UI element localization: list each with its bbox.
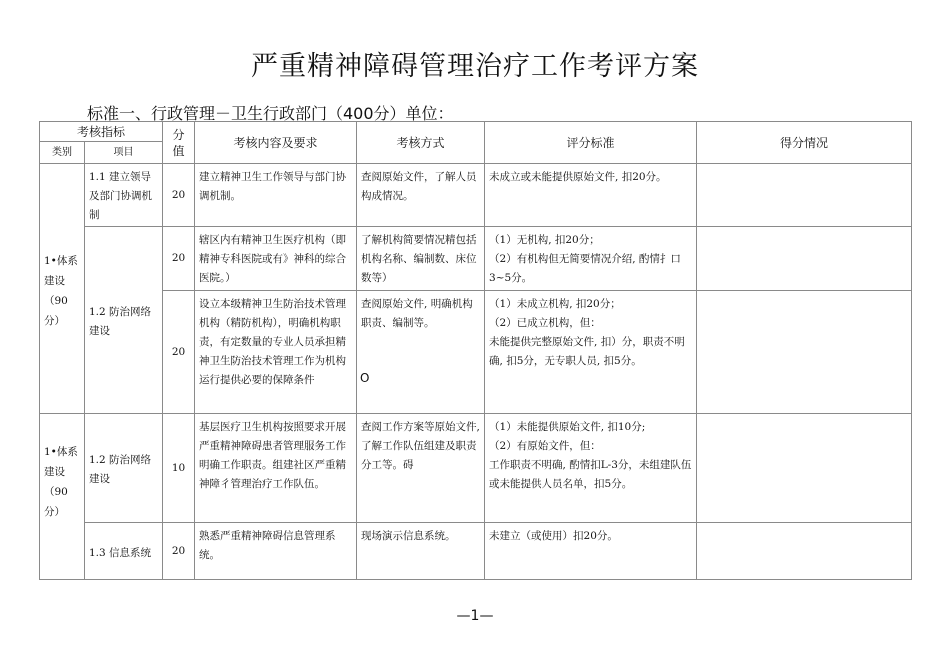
method-cell [357, 291, 485, 414]
criteria-text: （1）未能提供原始文件, 扣10分; （2）有原始文件，但： 工作职责不明确, 酌情扣L-3分，未组建队伍或未能提供人员名单，扣5分。 [489, 421, 692, 490]
method-cell [357, 414, 485, 523]
result-cell [697, 164, 912, 227]
score-cell: 20 [163, 227, 195, 291]
content-text: 辖区内有精神卫生医疗机构（即精神专科医院或有》神科的综合医院。） [199, 234, 347, 284]
content-text: 设立本级精神卫生防治技术管理机构（精防机构），明确机构职责，有定数量的专业人员承担精神卫生防治技术管理工作为机构运行提供必要的保障条件 [199, 298, 347, 386]
result-cell [697, 291, 912, 414]
result-cell [697, 227, 912, 291]
method-text: 查阅原始文件, 明确机构职责、编制等。 [361, 298, 473, 329]
method-mark: O [360, 371, 370, 385]
header-method: 考核方式 [357, 122, 485, 164]
criteria-cell [485, 227, 697, 291]
item-label: 1.3 信息系统 [89, 546, 152, 559]
result-cell [697, 523, 912, 580]
content-cell [195, 227, 357, 291]
table-row [40, 523, 912, 580]
method-cell [357, 227, 485, 291]
header-indicator: 考核指标 [40, 122, 163, 142]
score-cell: 20 [163, 164, 195, 227]
method-text: 了解机构简要情况精包括机构名称、编制数、床位数等） [361, 234, 477, 284]
method-cell [357, 164, 485, 227]
table-row [40, 291, 912, 414]
criteria-cell [485, 164, 697, 227]
criteria-cell [485, 291, 697, 414]
item-cell [85, 164, 163, 227]
category-label: 1•体系 建设 （90 分） [44, 254, 78, 327]
criteria-text: （1）未成立机构, 扣20分； （2）已成立机构，但： 未能提供完整原始文件, 扣）分，职责不明确, 扣5分，无专职人员, 扣5分。 [489, 298, 685, 367]
content-cell [195, 164, 357, 227]
category-cell [40, 164, 85, 414]
content-text: 建立精神卫生工作领导与部门协调机制。 [199, 171, 347, 202]
content-cell [195, 523, 357, 580]
method-cell [357, 523, 485, 580]
score-cell: 20 [163, 291, 195, 414]
content-text: 基层医疗卫生机构按照要求开展严重精神障碍患者管理服务工作明确工作职责。组建社区严重精神障彳管理治疗工作队伍。 [199, 421, 347, 490]
criteria-text: 未建立（或使用）扣20分。 [489, 530, 618, 542]
item-label: 1.1 建立领导及部门协调机制 [89, 171, 152, 221]
result-cell [697, 414, 912, 523]
content-text: 熟悉严重精神障碍信息管理系统。 [199, 530, 336, 561]
item-cell [85, 227, 163, 414]
header-item: 项目 [85, 142, 163, 164]
table-row [40, 164, 912, 227]
page-number: —1— [456, 608, 494, 624]
category-cell [40, 414, 85, 580]
method-text: 查阅原始文件，了解人员构成情况。 [361, 171, 477, 202]
header-score-value: 分 值 [163, 122, 195, 164]
document-title: 严重精神障碍管理治疗工作考评方案 [251, 51, 699, 82]
table-row [40, 414, 912, 523]
item-label: 1.2 防治网络建设 [89, 454, 152, 485]
header-category: 类别 [40, 142, 85, 164]
criteria-text: （1）无机构, 扣20分； （2）有机构但无简要情况介绍, 酌情扌口3~5分。 [489, 234, 681, 284]
method-text: 现场演示信息系统。 [361, 530, 456, 542]
score-cell: 20 [163, 523, 195, 580]
criteria-text: 未成立或未能提供原始文件, 扣20分。 [489, 171, 667, 183]
criteria-cell [485, 414, 697, 523]
method-text: 查阅工作方案等原始文件, 了解工作队伍组建及职责分工等。碍 [361, 421, 480, 471]
header-criteria: 评分标准 [485, 122, 697, 164]
item-cell [85, 414, 163, 523]
item-cell [85, 523, 163, 580]
content-cell [195, 291, 357, 414]
criteria-cell [485, 523, 697, 580]
header-result: 得分情况 [697, 122, 912, 164]
score-cell: 10 [163, 414, 195, 523]
table-row [40, 227, 912, 291]
category-label: 1•体系 建设 （90 分） [44, 446, 78, 518]
standard-subtitle: 标准一、行政管理－卫生行政部门（400分）单位： [87, 104, 454, 123]
item-label: 1.2 防治网络建设 [89, 306, 152, 337]
header-content: 考核内容及要求 [195, 122, 357, 164]
content-cell [195, 414, 357, 523]
evaluation-table [39, 121, 912, 580]
